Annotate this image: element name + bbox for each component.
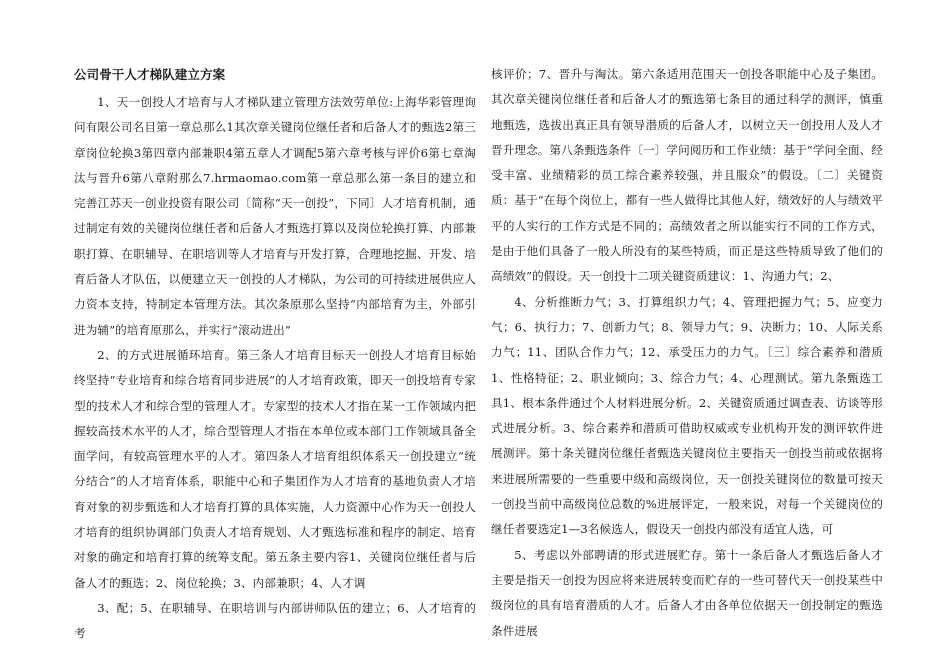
paragraph: 4、分析推断力气；3、打算组织力气；4、管理把握力气；5、应变力气；6、执行力；7、创新力气；8、领导力气；9、决断力；10、人际关系力气；11、团队合作力气；12、承受压力的力气。〔三〕综合素养和潜质1、性格特征；2、职业倾向；3、综合力气；4、心理测试。第九条甄选工具1、根本条件通过个人材料进展分析。2、关键资质通过调查表、访谈等形式进展分析。3、综合素养和潜质可借助权威或专业机构开发的测评软件进展测评。第十条关键岗位继任者甄选关键岗位主要指天一创投当前或依据将来进展所需要的一些重要中级和高级岗位，天一创投关键岗位的数量可按天一创投当前中高级岗位总数的%进展评定，一般来说，对每一个关键岗位的继任者要选定1—3名候选人，假设天一创投内部没有适宜人选，可 (491, 294, 883, 537)
document-title: 公司骨干人才梯队建立方案 (74, 67, 226, 82)
paragraph: 2、的方式进展循环培育。第三条人才培育目标天一创投人才培育目标始终坚持“专业培育和综合培育同步进展”的人才培育政策，即天一创投培育专家型的技术人才和综合型的管理人才。专家型的技术人才指在某一工作领域内把握较高技术水平的人才，综合型管理人才指在本单位或本部门工作领域具备全面学问，有较高管理水平的人才。第四条人才培育组织体系天一创投建立“统分结合”的人才培育体系，职能中心和子集团作为人才培育的基地负责人才培育对象的初步甄选和人才培育打算的具体实施，人力资源中心作为天一创投人才培育的组织协调部门负责人才培育规划、人才甄选标准和程序的制定、培育对象的确定和培育打算的统筹支配。第五条主要内容1、关键岗位继任者与后备人才的甄选；2、岗位轮换；3、内部兼职；4、人才调 (74, 347, 476, 590)
paragraph: 5、考虑以外部聘请的形式进展贮存。第十一条后备人才甄选后备人才主要是指天一创投为因应将来进展转变而贮存的一些可替代天一创投某些中级岗位的具有培育潜质的人才。后备人才由各单位依据天一创投制定的甄选条件进展 (491, 547, 883, 638)
paragraph: 3、配；5、在职辅导、在职培训与内部讲师队伍的建立；6、人才培育的考 (74, 600, 476, 641)
left-column (74, 64, 476, 647)
right-column (491, 62, 883, 644)
paragraph: 核评价；7、晋升与淘汰。第六条适用范围天一创投各职能中心及子集团。其次章关键岗位继任者和后备人才的甄选第七条目的通过科学的测评，慎重地甄选，选拔出真正具有领导潜质的后备人才，以树立天一创投用人及人才晋升理念。第八条甄选条件〔一〕学问阅历和工作业绩：基于“学问全面、经受丰富、业绩精彩的员工综合素养较强，并且服众”的假设。〔二〕关键资质：基于“在每个岗位上，都有一些人做得比其他人好，绩效好的人与绩效平平的人实行的工作方式是不同的；高绩效者之所以能实行不同的工作方式，是由于他们具备了一般人所没有的某些特质，而正是这些特质导致了他们的高绩效”的假设。天一创投十二项关键资质建议：1、沟通力气；2、 (491, 67, 883, 284)
paragraph: 1、天一创投人才培育与人才梯队建立管理方法效劳单位:上海华彩管理询问有限公司名目第一章总那么1其次章关键岗位继任者和后备人才的甄选2第三章岗位轮换3第四章内部兼职4第五章人才调配5第六章考核与评价6第七章淘汰与晋升6第八章附那么7.hrmaomao.com第一章总那么第一条目的建立和完善江苏天一创业投资有限公司〔简称“天一创投”，下同〕人才培育机制，通过制定有效的关键岗位继任者和后备人才甄选打算以及岗位轮换打算、内部兼职打算、在职辅导、在职培训等人才培育与开发打算，合理地挖掘、开发、培育后备人才队伍，以便建立天一创投的人才梯队，为公司的可持续进展供应人力资本支持，特制定本管理方法。其次条原那么坚持“内部培育为主，外部引进为辅”的培育原那么，并实行“滚动进出” (74, 95, 476, 337)
